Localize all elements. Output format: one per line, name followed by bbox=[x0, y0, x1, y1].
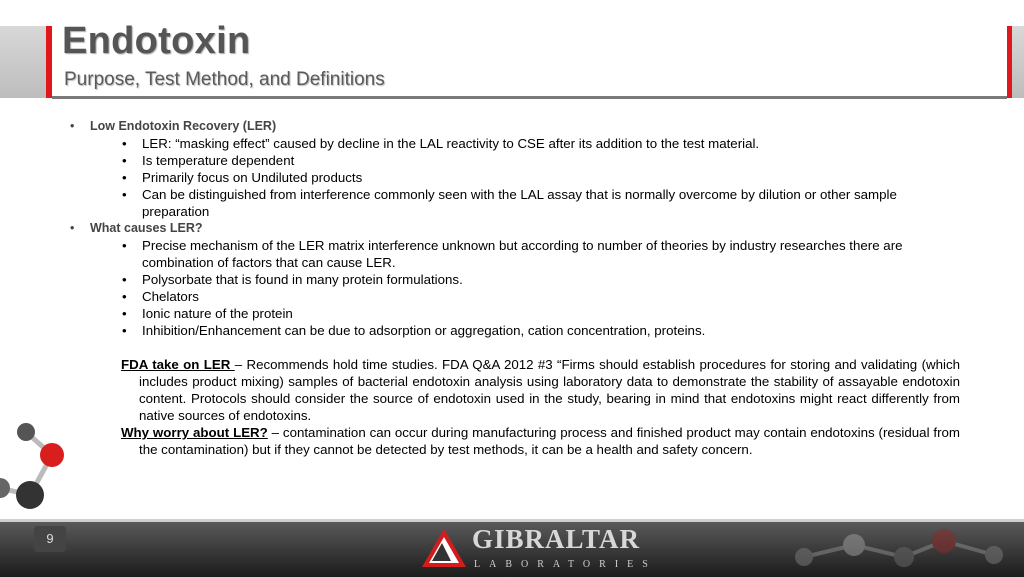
slide-title: Endotoxin bbox=[62, 20, 251, 62]
header-left-bar bbox=[0, 26, 46, 98]
slide-content bbox=[60, 118, 960, 458]
gibraltar-logo-icon bbox=[420, 527, 468, 569]
list-item: • Inhibition/Enhancement can be due to adsorption or aggregation, cation concentration, proteins. bbox=[60, 322, 960, 339]
slide-subtitle: Purpose, Test Method, and Definitions bbox=[64, 69, 385, 90]
molecule-decoration bbox=[0, 410, 80, 520]
header-right-bar bbox=[1012, 26, 1024, 98]
list-item: • Ionic nature of the protein bbox=[60, 305, 960, 322]
list-item: • Is temperature dependent bbox=[60, 152, 960, 169]
header-left-accent bbox=[46, 26, 52, 98]
section-heading: • What causes LER? bbox=[60, 220, 960, 237]
page-number: 9 bbox=[34, 526, 66, 552]
header-divider bbox=[52, 96, 1007, 99]
why-paragraph bbox=[60, 424, 960, 458]
why-label: Why worry about LER? bbox=[121, 425, 268, 440]
list-item: • Primarily focus on Undiluted products bbox=[60, 169, 960, 186]
logo-subtitle: LABORATORIES bbox=[474, 559, 657, 570]
list-item: • LER: “masking effect” caused by decline in the LAL reactivity to CSE after its addition to the test material. bbox=[60, 135, 960, 152]
slide-footer bbox=[0, 522, 1024, 577]
list-item: • Polysorbate that is found in many protein formulations. bbox=[60, 271, 960, 288]
fda-label: FDA take on LER bbox=[121, 357, 235, 372]
logo-name: GIBRALTAR bbox=[472, 524, 641, 554]
fda-paragraph bbox=[60, 356, 960, 424]
list-item: • Chelators bbox=[60, 288, 960, 305]
footer-molecule-decoration bbox=[794, 527, 1004, 571]
list-item: • Can be distinguished from interference commonly seen with the LAL assay that is normally overcome by dilution or other sample preparation bbox=[60, 186, 960, 220]
list-item: • Precise mechanism of the LER matrix interference unknown but according to number of theories by industry researches there are combination of factors that can cause LER. bbox=[60, 237, 960, 271]
why-text: – contamination can occur during manufacturing process and finished product may contain endotoxins (residual from the contamination) but if they cannot be detected by test methods, it can be a health and safety concern. bbox=[139, 425, 960, 457]
fda-text: – Recommends hold time studies. FDA Q&A 2012 #3 “Firms should establish procedures for storing and validating (which includes product mixing) samples of bacterial endotoxin analysis using laboratory data to demonstrate the stability of assayable endotoxin content. Protocols should consider the source of endotoxin used in the study, bearing in mind that endotoxins might react differently from native sources of endotoxins. bbox=[139, 357, 960, 423]
section-heading: • Low Endotoxin Recovery (LER) bbox=[60, 118, 960, 135]
slide-header bbox=[0, 0, 1024, 100]
